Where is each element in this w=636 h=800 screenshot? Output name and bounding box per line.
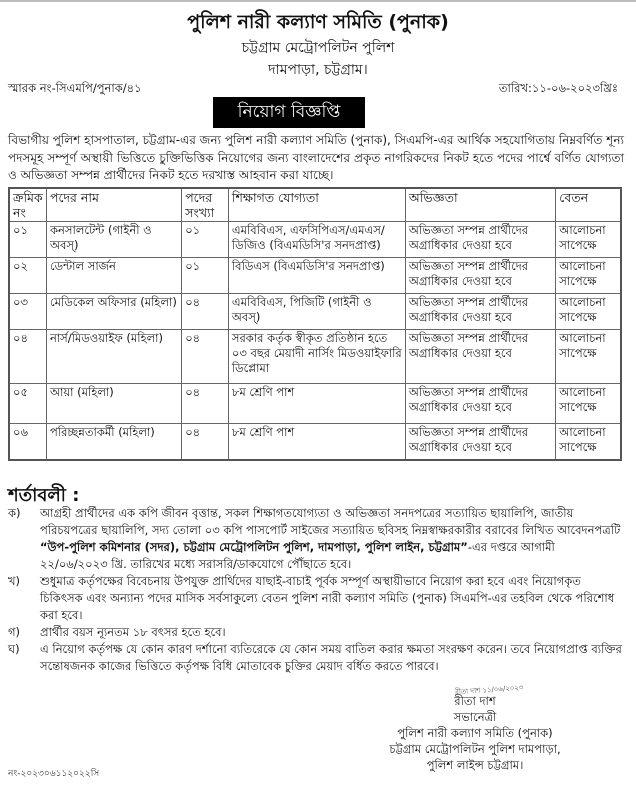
cell-experience: অভিজ্ঞতা সম্পন্ন প্রার্থীদের অগ্রাধিকার দেওয়া হবে <box>405 384 555 424</box>
table-row <box>9 330 621 384</box>
term-marker: ক) <box>8 506 21 520</box>
table-header-row <box>9 188 621 222</box>
term-text <box>40 505 624 573</box>
cell-salary: আলোচনা সাপেক্ষে <box>556 384 621 424</box>
cell-count: ০১ <box>182 222 229 258</box>
signatory-name: রীতা দাশ <box>454 694 496 708</box>
header-count: পদের সংখ্যা <box>182 188 229 222</box>
table-row <box>9 222 621 258</box>
cell-post: নার্স/মিডওয়াইফ (মহিলা) <box>46 330 181 384</box>
header-serial: ক্রমিক নং <box>9 188 46 222</box>
cell-salary: আলোচনা সাপেক্ষে <box>556 294 621 330</box>
cell-education: বিডিএস (বিএমডিসি'র সনদপ্রাপ্ত) <box>228 258 405 294</box>
cell-count: ০১ <box>182 258 229 294</box>
cell-serial: ০৬ <box>9 424 46 460</box>
cell-serial: ০২ <box>9 258 46 294</box>
application-address: “উপ-পুলিশ কমিশনার (সদর), চট্টগ্রাম মেট্রোপলিটন পুলিশ, দামপাড়া, পুলিশ লাইন, চট্টগ্রাম” <box>40 540 468 554</box>
signatory-address-line1: চট্টগ্রাম মেট্রোপলিটন পুলিশ দামপাড়া, <box>389 742 561 756</box>
term-item <box>8 505 624 573</box>
table-row <box>9 294 621 330</box>
term-text: এ নিয়োগ কর্তৃপক্ষ যে কোন কারণ দর্শানো ব্যতিরেকে যে কোন সময় বাতিল করার ক্ষমতা সংরক্ষণ করেন। তবে নিয়োগপ্রাপ্ত ব্যক্তির সন্তোষজনক কাজের ভিত্তিতে কর্তৃপক্ষ বিধি মোতাবেক চুক্তির মেয়াদ বর্ধিত করতে পারবে। <box>40 642 622 673</box>
cell-experience: অভিজ্ঞতা সম্পন্ন প্রার্থীদের অগ্রাধিকার দেওয়া হবে <box>405 294 555 330</box>
cell-serial: ০৪ <box>9 330 46 384</box>
term-marker: গ) <box>8 625 21 639</box>
term-marker: ঘ) <box>8 642 20 656</box>
cell-salary: আলোচনা সাপেক্ষে <box>556 222 621 258</box>
cell-salary: আলোচনা সাপেক্ষে <box>556 424 621 460</box>
cell-experience: অভিজ্ঞতা সম্পন্ন প্রার্থীদের অগ্রাধিকার দেওয়া হবে <box>405 424 555 460</box>
cell-education: এমবিবিএস, পিজিটি (গাইনী ও অবস্) <box>228 294 405 330</box>
table-row <box>9 258 621 294</box>
header-experience: অভিজ্ঞতা <box>405 188 555 222</box>
cell-post: পরিচ্ছন্নতাকর্মী (মহিলা) <box>46 424 181 460</box>
term-item <box>8 624 624 641</box>
top-border <box>0 0 636 2</box>
term-item <box>8 641 624 675</box>
cell-salary: আলোচনা সাপেক্ষে <box>556 330 621 384</box>
vacancy-table <box>8 187 622 461</box>
signatory-address-line2: পুলিশ লাইন্স চট্টগ্রাম। <box>426 758 524 772</box>
table-row <box>9 384 621 424</box>
handwritten-signature: রীতা দাশ ১১/০৬/২০২৩ <box>454 683 524 697</box>
term-item <box>8 573 624 624</box>
signatory-designation: সভানেত্রী <box>453 710 497 724</box>
term-text-part: -এর দপ্তরে আগামী ২২/০৬/২০২৩ খ্রি. তারিখের মধ্যে সরাসরি/ডাকযোগে পৌঁছাতে হবে। <box>40 540 555 571</box>
term-marker: খ) <box>8 574 21 588</box>
header-post: পদের নাম <box>46 188 181 222</box>
header-education: শিক্ষাগত যোগ্যতা <box>228 188 405 222</box>
cell-count: ০৪ <box>182 384 229 424</box>
footer-reference-number: নং-২০২৩০৬১১২০২২সি <box>8 769 100 779</box>
cell-post: ডেন্টাল সার্জন <box>46 258 181 294</box>
cell-education: ৮ম শ্রেণি পাশ <box>228 424 405 460</box>
header-salary: বেতন <box>556 188 621 222</box>
cell-salary: আলোচনা সাপেক্ষে <box>556 258 621 294</box>
cell-post: আয়া (মহিলা) <box>46 384 181 424</box>
signatory-org: পুলিশ নারী কল্যাণ সমিতি (পুনাক) <box>397 726 553 740</box>
intro-paragraph: বিভাগীয় পুলিশ হাসপাতাল, চট্টগ্রাম-এর জন্য পুলিশ নারী কল্যাণ সমিতি (পুনাক), সিএমপি-এর আর্থিক সহযোগিতায় নিম্নবর্ণিত শূন্য পদসমূহ সম্পূর্ণ অস্থায়ী ভিত্তিতে চুক্তিভিত্তিক নিয়োগের জন্য বাংলাদেশের প্রকৃত নাগরিকদের নিকট হতে পদের পার্শ্বে বর্ণিত যোগ্যতা ও অভিজ্ঞতা সম্পন্ন প্রার্থীদের নিকট হতে দরখাস্ত আহবান করা যাচ্ছে। <box>8 133 624 182</box>
memo-number: স্মারক নং-সিএমপি/পুনাক/৪১ <box>8 81 142 95</box>
cell-serial: ০১ <box>9 222 46 258</box>
cell-count: ০৪ <box>182 330 229 384</box>
term-text-part: আগ্রহী প্রার্থীদের এক কপি জীবন বৃত্তান্ত, সকল শিক্ষাগতযোগ্যতা ও অভিজ্ঞতা সনদপত্রের সত্যায়িত ছায়ালিপি, জাতীয় পরিচয়পত্রের ছায়ালিপি, সদ্য তোলা ০৩ কপি পাসপোর্ট সাইজের সত্যায়িত ছবিসহ নিম্নস্বাক্ষরকারীর বরাবের লিখিত আবেদনপত্রটি <box>40 506 621 537</box>
cell-serial: ০৫ <box>9 384 46 424</box>
term-text: প্রার্থীর বয়স ন্যূনতম ১৮ বৎসর হতে হবে। <box>40 625 226 639</box>
cell-post: মেডিকেল অফিসার (মহিলা) <box>46 294 181 330</box>
cell-education: সরকার কর্তৃক স্বীকৃত প্রতিষ্ঠান হতে ০৩ বছর মেয়াদী নার্সিং মিডওয়াইফারি ডিপ্লোমা <box>228 330 405 384</box>
signature-block <box>350 693 600 773</box>
org-location: দামপাড়া, চট্টগ্রাম। <box>268 62 368 78</box>
cell-post: কনসালটেন্ট (গাইনী ও অবস্) <box>46 222 181 258</box>
cell-experience: অভিজ্ঞতা সম্পন্ন প্রার্থীদের অগ্রাধিকার দেওয়া হবে <box>405 258 555 294</box>
cell-experience: অভিজ্ঞতা সম্পন্ন প্রার্থীদের অগ্রাধিকার দেওয়া হবে <box>405 222 555 258</box>
cell-experience: অভিজ্ঞতা সম্পন্ন প্রার্থীদের অগ্রাধিকার দেওয়া হবে <box>405 330 555 384</box>
cell-count: ০৪ <box>182 294 229 330</box>
notice-date: তারিখ:১১-০৬-২০২৩খ্রিঃ <box>498 81 618 95</box>
notice-title-banner: নিয়োগ বিজ্ঞপ্তি <box>213 97 365 128</box>
term-text: শুধুমাত্র কর্তৃপক্ষের বিবেচনায় উপযুক্ত প্রার্থিদের যাছাই-বাচাই পূর্বক সম্পূর্ণ অস্থায়ীভাবে নিয়োগ করা হবে এবং নিয়োগকৃত চিকিৎসক এবং অন্যান্য পদের মাসিক সর্বসাকুল্যে বেতন পুলিশ নারী কল্যাণ সমিতি (পুনাক) সিএমপি-এর তহবিল থেকে পরিশোধ করা হবে। <box>40 574 615 622</box>
terms-title: শর্তাবলী : <box>8 485 80 506</box>
org-title: পুলিশ নারী কল্যাণ সমিতি (পুনাক) <box>187 11 449 33</box>
cell-education: এমবিবিএস, এফসিপিএস/এমএস/ ডিজিও (বিএমডিসি'র সনদপ্রাপ্ত) <box>228 222 405 258</box>
cell-count: ০৪ <box>182 424 229 460</box>
cell-education: ৮ম শ্রেণি পাশ <box>228 384 405 424</box>
org-unit: চট্টগ্রাম মেট্রোপলিটন পুলিশ <box>241 40 395 56</box>
table-row <box>9 424 621 460</box>
cell-serial: ০৩ <box>9 294 46 330</box>
terms-list <box>8 505 624 675</box>
